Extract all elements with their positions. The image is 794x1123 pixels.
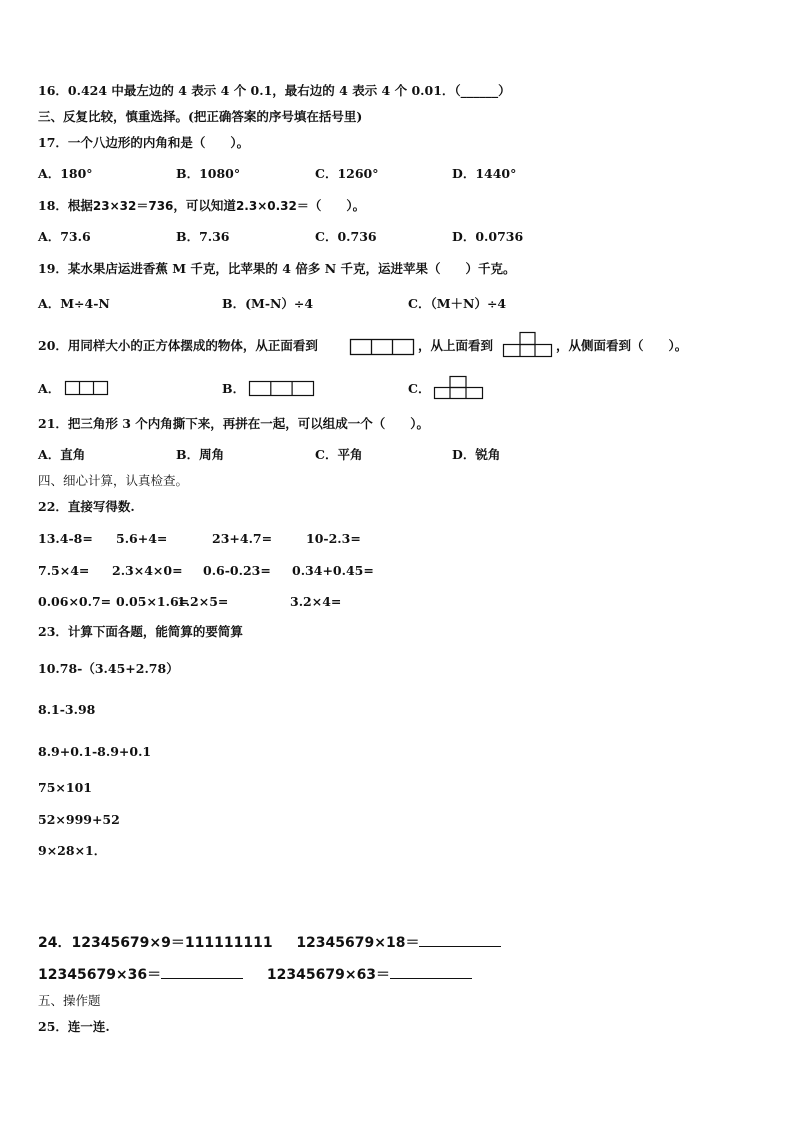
q22-calc: 0.34+0.45= [292,563,374,578]
q18-option-d: D．0.0736 [452,229,524,244]
q22-calc: 7.5×4= [38,563,90,578]
q24-eq2: 12345679×18＝ [296,935,420,951]
q24-answer-blank-3[interactable] [390,978,472,979]
question-17-stem: 17．一个八边形的内角和是（ ）。 [38,135,250,150]
q24-eq1: 24．12345679×9＝111111111 [38,935,273,951]
q17-option-d: D．1440° [452,166,517,181]
q19-option-c: C．（M＋N）÷4 [408,296,507,311]
question-16: 16．0.424 中最左边的 4 表示 4 个 0.1，最右边的 4 表示 4 个 0.01．（______） [38,83,511,98]
section-3-title: 三、反复比较，慎重选择。(把正确答案的序号填在括号里) [38,109,363,124]
section-4-title: 四、细心计算，认真检查。 [38,473,189,488]
q20-option-a-figure [64,380,110,397]
q17-option-c: C．1260° [315,166,379,181]
q22-calc: 0.6-0.23= [203,563,271,578]
q22-calc: 2.3×4×0= [112,563,183,578]
q24-eq3: 12345679×36＝ [38,967,162,983]
question-24-line-2 [38,967,472,983]
q18-option-c: C．0.736 [315,229,377,244]
q18-stem-post: （ ）。 [308,198,366,213]
q18-stem-mid: ，可以知道 [173,198,236,213]
q21-option-b: B．周角 [176,447,225,462]
q20-option-b-figure [248,380,316,398]
question-24-line-1 [38,935,501,951]
q22-calc: 13.4-8= [38,531,93,546]
q21-option-d: D．锐角 [452,447,501,462]
q23-item: 8.1-3.98 [38,702,96,717]
q18-option-b: B．7.36 [176,229,230,244]
q21-option-c: C．平角 [315,447,363,462]
q20-option-c-label: C． [408,381,431,396]
question-18-stem [38,198,365,214]
q22-calc: 5.6+4= [116,531,168,546]
q22-calc: 0.06×0.7= [38,594,112,609]
q23-item: 52×999+52 [38,812,120,827]
section-5-title: 五、操作题 [38,993,101,1008]
q18-option-a: A．73.6 [38,229,91,244]
q20-stem-b: ，从上面看到 [418,338,494,353]
q20-stem-c: ，从侧面看到（ ）。 [556,338,688,353]
question-22-stem: 22．直接写得数. [38,499,135,514]
q24-eq4: 12345679×63＝ [266,967,391,983]
question-25-stem: 25．连一连. [38,1019,110,1034]
q18-given-equation: 23×32＝736 [92,199,174,213]
q23-item: 8.9+0.1-8.9+0.1 [38,744,152,759]
q22-calc: 3.2×4= [290,594,342,609]
q24-answer-blank-2[interactable] [161,978,243,979]
q23-item: 10.78-（3.45+2.78） [38,661,179,676]
q20-option-a-label: A． [38,381,61,396]
q19-option-a: A．M÷4-N [38,296,110,311]
q20-front-view-figure [349,338,415,356]
q21-option-a: A．直角 [38,447,86,462]
q22-calc: 23+4.7= [212,531,273,546]
q17-option-b: B．1080° [176,166,241,181]
q23-item: 75×101 [38,780,92,795]
q20-option-b-label: B． [222,381,246,396]
q19-option-b: B．(M-N）÷4 [222,296,314,311]
q20-option-c-figure [433,375,485,400]
q23-item: 9×28×1． [38,843,107,858]
q20-top-view-figure [502,331,554,358]
question-21-stem: 21．把三角形 3 个内角撕下来，再拼在一起，可以组成一个（ ）。 [38,416,430,431]
q18-stem-pre: 18．根据 [38,198,93,213]
q22-calc: 0.05×1.6= [116,594,190,609]
question-19-stem: 19．某水果店运进香蕉 M 千克，比苹果的 4 倍多 N 千克，运进苹果（ ）千克。 [38,261,516,276]
q20-stem-a: 20．用同样大小的正方体摆成的物体，从正面看到 [38,338,318,353]
q18-ask-equation: 2.3×0.32＝ [235,199,309,213]
q24-answer-blank-1[interactable] [419,946,501,947]
q17-option-a: A．180° [38,166,93,181]
q22-calc: 10-2.3= [306,531,361,546]
q22-calc: 1.2×5= [177,594,229,609]
question-23-stem: 23．计算下面各题，能简算的要简算 [38,624,243,639]
